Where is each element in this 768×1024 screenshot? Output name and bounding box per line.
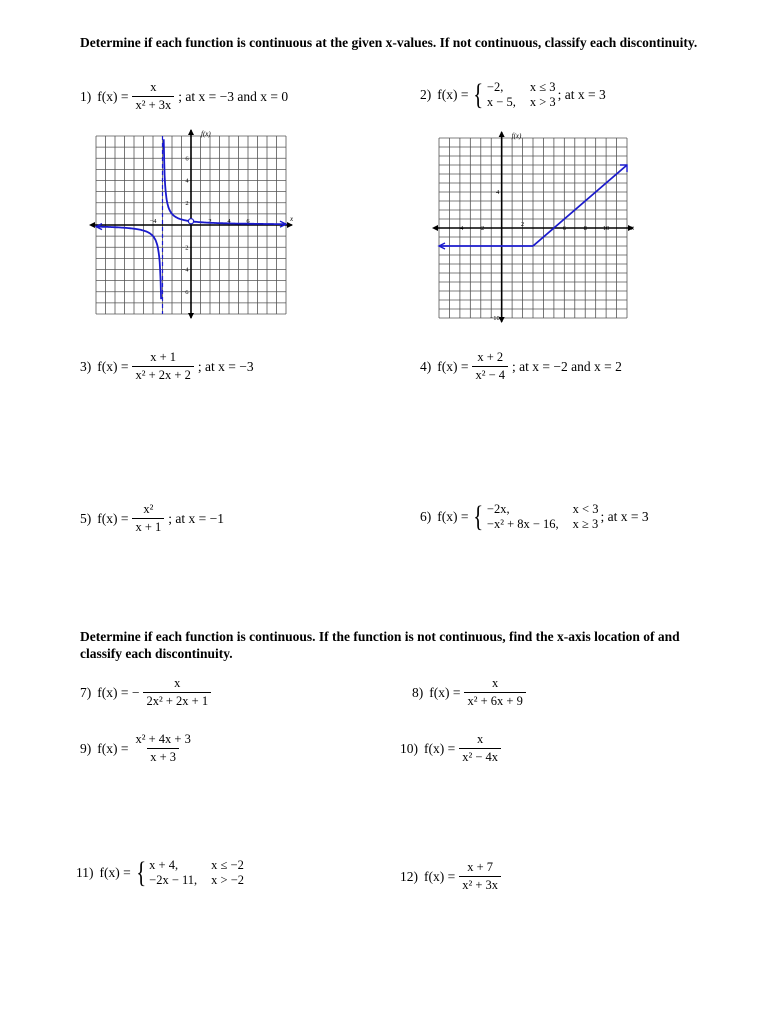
denominator: x + 1 <box>132 518 164 535</box>
problem-5 <box>80 502 224 535</box>
problem-8 <box>412 676 528 709</box>
tick-label-y: 4 <box>185 177 189 185</box>
case-1-cond: x ≤ 3 <box>529 80 556 94</box>
denominator: 2x² + 2x + 1 <box>143 692 211 709</box>
problem-11 <box>76 858 244 888</box>
problem-12 <box>400 860 503 893</box>
tick-label-y: −2 <box>181 244 189 252</box>
case-1-cond: x ≤ −2 <box>211 858 244 872</box>
problem-3 <box>80 350 254 383</box>
piecewise-brace: { <box>135 856 146 889</box>
denominator: x + 3 <box>147 748 179 765</box>
problem-6 <box>420 502 649 532</box>
tick-label-y: 4 <box>496 189 500 196</box>
tick-label-y: 2 <box>185 199 189 207</box>
fraction <box>472 350 508 383</box>
section2-instructions: Determine if each function is continuous. If the function is not continuous, find the x-axis location of and classify each discontinuity. <box>80 629 680 661</box>
function-name: f(x) = <box>437 87 469 102</box>
problem-number: 1) <box>80 88 92 104</box>
function-name: f(x) = <box>97 510 129 526</box>
condition-text: ; at x = −3 and x = 0 <box>178 88 289 104</box>
condition-text: ; at x = −1 <box>168 510 225 526</box>
tick-label-x: −4 <box>456 225 464 232</box>
y-axis-arrow-up <box>499 131 505 137</box>
fraction <box>132 502 164 535</box>
section1-instructions: Determine if each function is continuous at the given x-values. If not continuous, classify each discontinuity. <box>80 35 698 50</box>
fraction <box>459 860 501 893</box>
function-name: f(x) = <box>97 740 129 756</box>
graph-1 <box>80 122 300 327</box>
function-name: f(x) = <box>437 509 469 524</box>
fraction <box>132 350 193 383</box>
problem-7 <box>80 676 213 709</box>
x-axis-arrow-left <box>432 225 438 231</box>
fraction <box>132 80 174 113</box>
piecewise-cases <box>149 858 244 888</box>
tick-label-x: 6 <box>246 218 250 225</box>
tick-label-x: 10 <box>602 225 610 232</box>
numerator: x <box>492 676 499 690</box>
case-2-cond: x ≥ 3 <box>572 517 599 531</box>
numerator: x <box>150 80 157 94</box>
case-2-cond: x > −2 <box>211 873 245 887</box>
tick-label-y: −6 <box>181 288 189 296</box>
fraction <box>143 676 211 709</box>
piecewise-brace: { <box>473 500 484 533</box>
case-2-expr: x − 5, <box>486 95 516 109</box>
problem-10 <box>400 732 503 765</box>
fraction <box>132 732 193 765</box>
condition-text: ; at x = 3 <box>600 509 649 524</box>
condition-text: ; at x = 3 <box>557 87 606 102</box>
problem-number: 12) <box>400 868 418 884</box>
numerator: x² + 4x + 3 <box>135 732 191 746</box>
x-axis-label: x <box>631 224 635 232</box>
numerator: x <box>477 732 484 746</box>
function-name: f(x) = <box>424 868 456 884</box>
tick-label-x: −4 <box>149 218 157 225</box>
y-axis-arrow-up <box>188 129 194 135</box>
curve-branch-right <box>164 139 286 224</box>
tick-label-x: 2 <box>208 218 212 225</box>
numerator: x² <box>143 502 154 516</box>
problem-number: 11) <box>76 865 94 880</box>
piecewise-brace: { <box>473 78 484 111</box>
y-axis-arrow-down <box>188 313 194 319</box>
condition-text: ; at x = −3 <box>197 358 254 374</box>
problem-number: 7) <box>80 684 92 700</box>
x-axis-label: x <box>290 215 294 223</box>
function-name: f(x) = <box>424 740 456 756</box>
denominator: x² − 4 <box>472 366 508 383</box>
tick-label-x: 2 <box>520 221 525 228</box>
tick-label-x: 8 <box>583 225 587 232</box>
problem-number: 6) <box>420 509 432 524</box>
problem-number: 3) <box>80 358 92 374</box>
fraction <box>459 732 501 765</box>
denominator: x² + 2x + 2 <box>132 366 193 383</box>
numerator: x + 7 <box>467 860 494 874</box>
tick-label-y: −4 <box>181 266 189 274</box>
graph-2 <box>425 122 645 327</box>
denominator: x² − 4x <box>459 748 501 765</box>
case-1-expr: −2x, <box>486 502 510 516</box>
problem-1 <box>80 80 288 113</box>
tick-label-x: 4 <box>227 218 231 225</box>
tick-label-x: −2 <box>477 225 485 232</box>
x-axis-arrow-left <box>89 222 95 228</box>
case-1-expr: −2, <box>486 80 504 94</box>
problem-9 <box>80 732 196 765</box>
problem-number: 5) <box>80 510 92 526</box>
denominator: x² + 3x <box>132 96 174 113</box>
problem-number: 2) <box>420 87 432 102</box>
tick-label-y: −10 <box>489 315 500 322</box>
case-1-expr: x + 4, <box>149 858 179 872</box>
problem-number: 4) <box>420 358 432 374</box>
denominator: x² + 3x <box>459 876 501 893</box>
problem-number: 8) <box>412 684 424 700</box>
fraction <box>464 676 525 709</box>
problem-2 <box>420 80 606 110</box>
tick-label-x: 6 <box>562 225 566 232</box>
tick-label-y: 6 <box>185 155 189 163</box>
function-name: f(x) = <box>99 865 131 880</box>
function-name: f(x) = − <box>97 684 140 700</box>
numerator: x <box>174 676 181 690</box>
denominator: x² + 6x + 9 <box>464 692 525 709</box>
case-2-expr: −2x − 11, <box>149 873 198 887</box>
numerator: x + 2 <box>477 350 504 364</box>
case-2-cond: x > 3 <box>529 95 556 109</box>
y-axis-label: f(x) <box>511 132 522 140</box>
case-1-cond: x < 3 <box>572 502 599 516</box>
function-name: f(x) = <box>437 358 469 374</box>
open-circle-hole <box>188 219 193 224</box>
condition-text: ; at x = −2 and x = 2 <box>512 358 622 374</box>
problem-number: 10) <box>400 740 418 756</box>
problem-number: 9) <box>80 740 92 756</box>
function-name: f(x) = <box>429 684 461 700</box>
piecewise-cases <box>487 502 599 532</box>
y-axis-label: f(x) <box>201 130 211 138</box>
problem-4 <box>420 350 622 383</box>
function-name: f(x) = <box>97 358 129 374</box>
piecewise-cases <box>487 80 556 110</box>
numerator: x + 1 <box>150 350 177 364</box>
graph-segment-2 <box>533 165 627 246</box>
case-2-expr: −x² + 8x − 16, <box>486 517 559 531</box>
function-name: f(x) = <box>97 88 129 104</box>
